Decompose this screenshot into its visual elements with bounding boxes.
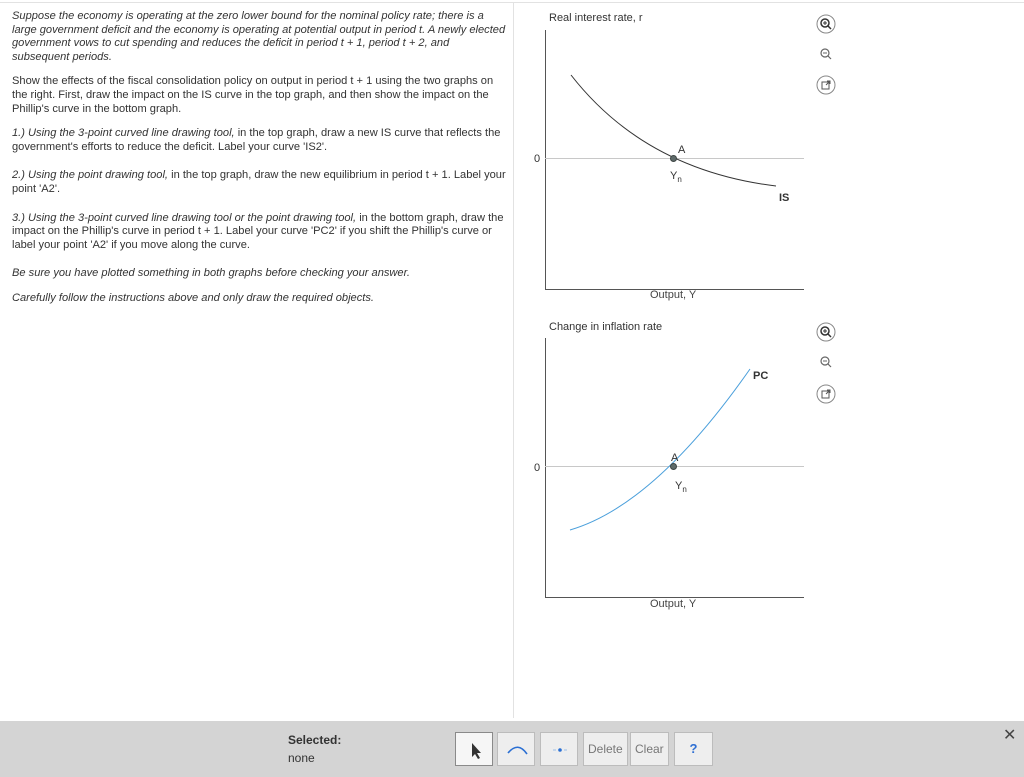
zoom-in-icon [816,322,836,342]
help-button[interactable]: ? [674,732,713,766]
instructions-intro: Suppose the economy is operating at the zero lower bound for the nominal policy rate; there is a large government deficit and the economy is operating at potential output in period t. A newly elected government vows to cut spending and reduces the deficit in period t + 1, period t + 2, and subsequent periods. [12,10,506,63]
is-graph-zero-label: 0 [534,153,541,165]
drawing-toolbar [0,721,1024,777]
pane-divider [513,3,514,718]
instructions-note-1: Be sure you have plotted something in both graphs before checking your answer. [12,267,410,280]
bottom-popout-button[interactable] [816,384,836,404]
curve-tool-button[interactable] [497,732,535,766]
is-curve-label: IS [779,192,790,204]
pointer-icon [456,733,494,767]
popout-icon [816,75,836,95]
is-graph-y-title: Real interest rate, r [549,12,643,24]
is-point-a-label: A [678,144,686,156]
pc-point-a[interactable] [670,463,677,470]
pc-graph-zero-label: 0 [534,462,541,474]
pc-yn-label: $Y_n$ [675,480,687,495]
is-point-a[interactable] [670,155,677,162]
bottom-zoom-in-button[interactable] [816,322,836,342]
point-icon [541,733,579,767]
close-icon[interactable]: ✕ [1003,727,1017,744]
popout-icon [816,384,836,404]
bottom-zoom-out-button[interactable] [816,352,836,372]
pc-graph-y-title: Change in inflation rate [549,321,663,333]
zoom-out-icon [816,352,836,372]
pc-curve-path [570,369,750,530]
zoom-in-icon [816,14,836,34]
is-graph-x-title: Output, Y [650,289,697,301]
top-zoom-in-button[interactable] [816,14,836,34]
selected-label: Selected: [288,733,342,747]
instructions-step-2: 2.) Using the point drawing tool, in the top graph, draw the new equilibrium in period t + 1. Label your point 'A2'. [12,169,506,195]
instructions-note-2: Carefully follow the instructions above and only draw the required objects. [12,291,374,304]
instructions-task: Show the effects of the fiscal consolidation policy on output in period t + 1 using the two graphs on the right. First, draw the impact on the IS curve in the top graph, and then show the impact on the Phillip's curve in the bottom graph. [12,75,494,115]
delete-button[interactable]: Delete [583,732,628,766]
curved-line-icon [498,733,536,767]
top-popout-button[interactable] [816,75,836,95]
top-divider [0,2,1024,3]
clear-button[interactable]: Clear [630,732,669,766]
instructions-step-1: 1.) Using the 3-point curved line drawing tool, in the top graph, draw a new IS curve that reflects the government's efforts to reduce the deficit. Label your curve 'IS2'. [12,127,501,153]
select-tool-button[interactable] [455,732,493,766]
instructions-step-3: 3.) Using the 3-point curved line drawing tool or the point drawing tool, in the bottom graph, draw the impact on the Phillip's curve in period t + 1. Label your curve 'PC2' if you shift the Phillip's curve or label your point 'A2' if you move along the curve. [12,211,504,251]
top-zoom-out-button[interactable] [816,44,836,64]
pc-point-a-label: A [671,452,679,464]
is-yn-label: $Y_n$ [670,170,682,185]
zoom-out-icon [816,44,836,64]
instructions-panel [12,10,508,317]
pc-graph-x-title: Output, Y [650,598,697,610]
pc-curve-label: PC [753,370,769,382]
point-tool-button[interactable] [540,732,578,766]
selected-value: none [288,751,315,765]
